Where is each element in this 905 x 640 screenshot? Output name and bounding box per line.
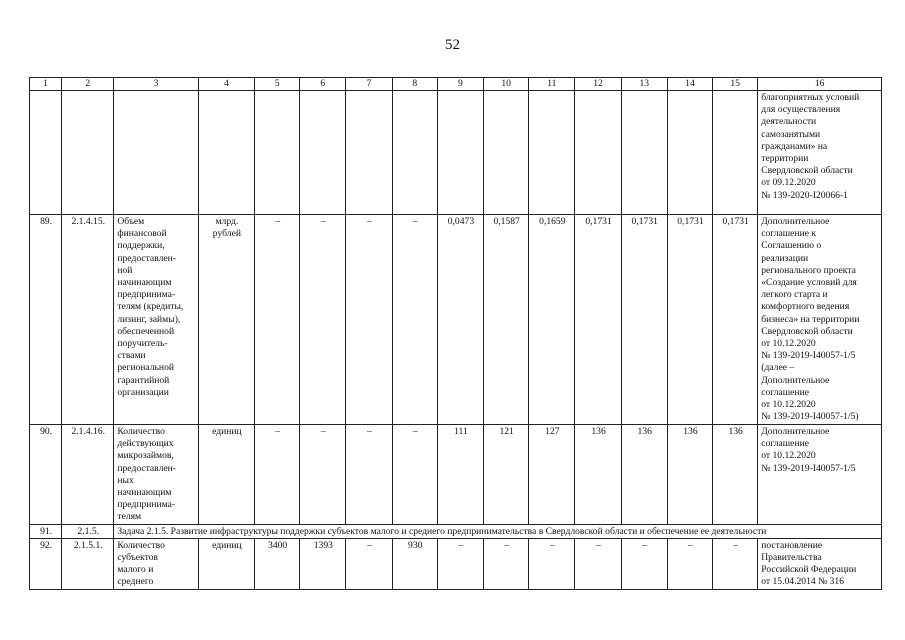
cell-value: 0,1659 [529,215,575,425]
cell-value: 136 [575,425,621,525]
indicators-table [29,77,882,590]
cell-indicator [114,91,198,215]
cell-code: 2.1.4.16. [62,425,114,525]
cell-indicator: Количество действующих микрозаймов, предоставлен- ных начинающим предпринима- телям [114,425,198,525]
cell-value [484,91,529,215]
cell-value: 0,1731 [713,215,758,425]
cell-value: 1393 [300,538,346,589]
column-number: 13 [621,78,667,91]
cell-number: 90. [30,425,62,525]
cell-number: 89. [30,215,62,425]
cell-value [529,91,575,215]
column-number: 12 [575,78,621,91]
cell-source: постановление Правительства Российской Федерации от 15.04.2014 № 316 [758,538,882,589]
cell-indicator: Объем финансовой поддержки, предоставлен- ной начинающим предпринима- телям (кредиты, лизинг, займы), обеспеченной поручитель- ствами региональной гарантийной организации [114,215,198,425]
cell-value: – [392,215,437,425]
table-row-90 [30,425,882,525]
cell-number [30,91,62,215]
column-number: 9 [437,78,483,91]
cell-value: – [621,538,667,589]
cell-value: – [346,215,392,425]
cell-code: 2.1.5. [62,524,114,538]
column-number: 16 [758,78,882,91]
cell-unit: млрд. рублей [198,215,254,425]
column-number: 4 [198,78,254,91]
cell-unit [198,91,254,215]
cell-unit: единиц [198,538,254,589]
cell-value: – [255,215,300,425]
cell-value [346,91,392,215]
column-number: 11 [529,78,575,91]
cell-value [300,91,346,215]
column-number: 6 [300,78,346,91]
cell-value [667,91,712,215]
cell-value: 0,1731 [575,215,621,425]
cell-value: 136 [713,425,758,525]
page-number: 52 [445,37,460,53]
task-heading: Задача 2.1.5. Развитие инфраструктуры поддержки субъектов малого и среднего предпринимательства в Свердловской области и обеспечение ее деятельности [114,524,882,538]
cell-value: 136 [667,425,712,525]
cell-value: 121 [484,425,529,525]
cell-value: 0,1587 [484,215,529,425]
cell-number: 91. [30,524,62,538]
cell-value: – [346,425,392,525]
column-number: 2 [62,78,114,91]
cell-value: – [392,425,437,525]
cell-source: Дополнительное соглашение от 10.12.2020 № 139-2019-I40057-1/5 [758,425,882,525]
cell-value [392,91,437,215]
column-number: 14 [667,78,712,91]
column-number: 10 [484,78,529,91]
cell-value: – [529,538,575,589]
cell-value: – [713,538,758,589]
cell-value: 0,1731 [621,215,667,425]
column-number: 7 [346,78,392,91]
cell-number: 92. [30,538,62,589]
column-number: 3 [114,78,198,91]
cell-value: – [300,425,346,525]
table-row-91-task [30,524,882,538]
cell-value: – [255,425,300,525]
cell-value: – [667,538,712,589]
cell-code [62,91,114,215]
column-number-row [30,78,882,91]
cell-code: 2.1.5.1. [62,538,114,589]
cell-value: – [484,538,529,589]
cell-value [575,91,621,215]
cell-value: – [300,215,346,425]
cell-indicator: Количество субъектов малого и среднего [114,538,198,589]
cell-value: 136 [621,425,667,525]
table-row-89 [30,215,882,425]
cell-unit: единиц [198,425,254,525]
cell-value: 930 [392,538,437,589]
column-number: 5 [255,78,300,91]
cell-code: 2.1.4.15. [62,215,114,425]
cell-value [437,91,483,215]
cell-value [713,91,758,215]
column-number: 15 [713,78,758,91]
cell-source: благоприятных условий для осуществления деятельности самозанятыми гражданами» на территории Свердловской области от 09.12.2020 № 139-2020-I20066-1 [758,91,882,215]
column-number: 8 [392,78,437,91]
cell-value: 0,1731 [667,215,712,425]
table-row-continuation [30,91,882,215]
cell-source: Дополнительное соглашение к Соглашению о реализации регионального проекта «Создание условий для легкого старта и комфортного ведения бизнеса» на территории Свердловской области от 10.12.2020 № 139-2019-I40057-1/5 (далее – Дополнительное соглашение от 10.12.2020 № 139-2019-I40057-1/5) [758,215,882,425]
cell-value: 0,0473 [437,215,483,425]
cell-value: 127 [529,425,575,525]
cell-value [255,91,300,215]
table-row-92 [30,538,882,589]
column-number: 1 [30,78,62,91]
cell-value: – [437,538,483,589]
cell-value: 3400 [255,538,300,589]
cell-value: 111 [437,425,483,525]
cell-value [621,91,667,215]
cell-value: – [575,538,621,589]
cell-value: – [346,538,392,589]
